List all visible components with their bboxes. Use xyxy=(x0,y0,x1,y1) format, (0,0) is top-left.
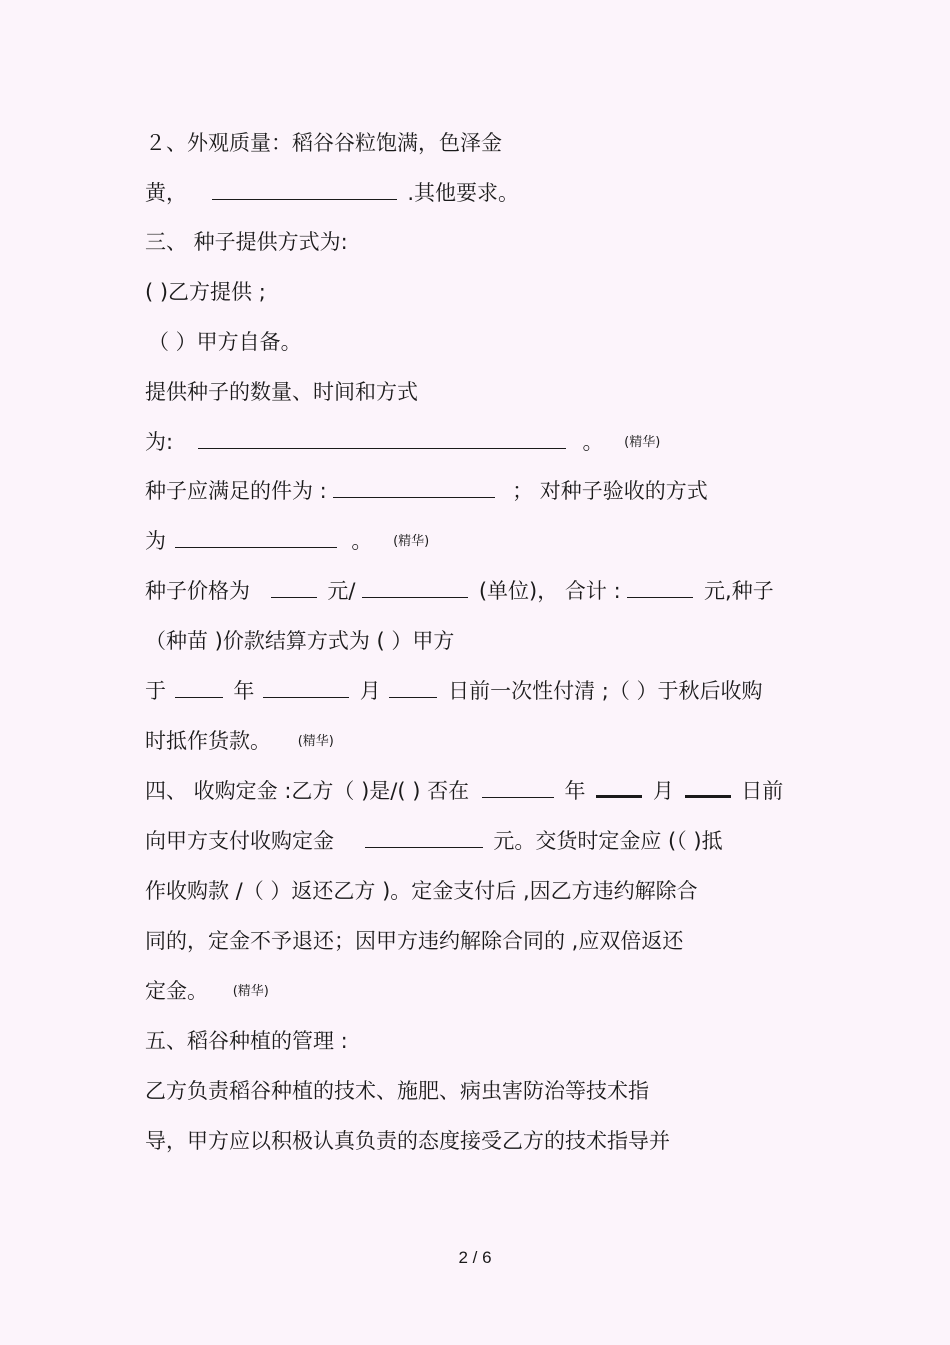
option-party-a-self-prepared xyxy=(148,322,302,362)
deposit-terms-line-1 xyxy=(145,871,698,911)
blank-field[interactable] xyxy=(175,525,337,548)
management-line-1 xyxy=(145,1071,649,1111)
text: 导，甲方应以积极认真负责的态度接受乙方的技术指导并 xyxy=(145,1129,670,1153)
seed-price-line xyxy=(145,571,774,611)
text: 元。交货时定金应 (（ )抵 xyxy=(493,829,723,853)
blank-field[interactable] xyxy=(271,575,317,598)
text: 为: xyxy=(145,430,174,454)
settlement-method-line xyxy=(145,621,454,661)
text: 日前 xyxy=(741,779,784,803)
blank-field[interactable] xyxy=(198,426,566,449)
blank-field[interactable] xyxy=(263,675,349,698)
text: 日前一次性付清 ;（ ）于秋后收购 xyxy=(448,679,763,703)
text: 五、稻谷种植的管理 : xyxy=(145,1029,348,1053)
payment-date-line xyxy=(145,671,763,711)
section-3-heading xyxy=(145,222,348,262)
text: 元,种子 xyxy=(704,579,774,603)
text: 时抵作货款。 xyxy=(145,729,271,753)
text: ； 对种子验收的方式 xyxy=(512,479,708,503)
text: 同的，定金不予退还；因甲方违约解除合同的 ,应双倍返还 xyxy=(145,929,684,953)
text: 三、 种子提供方式为: xyxy=(145,230,348,254)
text: 为 xyxy=(145,529,166,553)
section-5-heading xyxy=(145,1021,348,1061)
text: 年 xyxy=(564,779,586,803)
text: 。 xyxy=(582,430,604,454)
blank-field[interactable] xyxy=(627,575,693,598)
text: 作收购款 /（ ）返还乙方 )。定金支付后 ,因乙方违约解除合 xyxy=(145,879,698,903)
blank-field[interactable] xyxy=(333,475,495,498)
text: 年 xyxy=(233,679,255,703)
text: 月 xyxy=(359,679,381,703)
essence-tag: (精华) xyxy=(232,984,269,999)
deposit-terms-line-2 xyxy=(145,921,683,961)
text: .其他要求。 xyxy=(407,181,520,205)
text: 月 xyxy=(652,779,674,803)
text: 四、 收购定金 :乙方（ )是/( ) 否在 xyxy=(145,779,470,803)
deposit-amount-line xyxy=(145,821,723,861)
management-line-2 xyxy=(145,1121,670,1161)
seed-quantity-blank-line xyxy=(145,422,660,462)
text: ２、外观质量：稻谷谷粒饱满，色泽金 xyxy=(145,131,502,155)
other-requirements-line xyxy=(145,173,519,213)
seed-quantity-line xyxy=(145,372,418,412)
text: 元/ xyxy=(327,579,356,603)
text: 种子价格为 xyxy=(145,579,250,603)
blank-field[interactable] xyxy=(175,675,223,698)
text: （种苗 )价款结算方式为 ( ）甲方 xyxy=(145,629,455,653)
text: 种子应满足的件为 : xyxy=(145,479,327,503)
text: （ ）甲方自备。 xyxy=(148,330,302,354)
blank-field[interactable] xyxy=(389,675,437,698)
blank-field[interactable] xyxy=(596,773,642,798)
text: 乙方负责稻谷种植的技术、施肥、病虫害防治等技术指 xyxy=(145,1079,649,1103)
option-party-b-provides xyxy=(145,272,266,312)
clause-2-quality xyxy=(145,123,502,163)
text: 向甲方支付收购定金 xyxy=(145,829,334,853)
text: 黄， xyxy=(145,181,187,205)
seed-conditions-line xyxy=(145,471,708,511)
text: 。 xyxy=(351,529,373,553)
blank-field[interactable] xyxy=(685,773,731,798)
text: ( )乙方提供 ; xyxy=(145,280,266,304)
text: 定金。 xyxy=(145,979,208,1003)
blank-field[interactable] xyxy=(212,177,397,200)
page-number: 2 / 6 xyxy=(458,1248,492,1267)
text: 提供种子的数量、时间和方式 xyxy=(145,380,418,404)
essence-tag: (精华) xyxy=(393,534,430,549)
blank-field[interactable] xyxy=(482,775,554,798)
deposit-terms-line-3 xyxy=(145,971,269,1011)
blank-field[interactable] xyxy=(362,575,468,598)
section-4-deposit-line xyxy=(145,771,783,811)
text: (单位)， 合计 : xyxy=(478,579,621,603)
acceptance-method-line xyxy=(145,521,429,561)
essence-tag: (精华) xyxy=(624,435,661,450)
offset-payment-line xyxy=(145,721,334,761)
text: 于 xyxy=(145,679,166,703)
essence-tag: (精华) xyxy=(297,734,334,749)
blank-field[interactable] xyxy=(365,825,483,848)
